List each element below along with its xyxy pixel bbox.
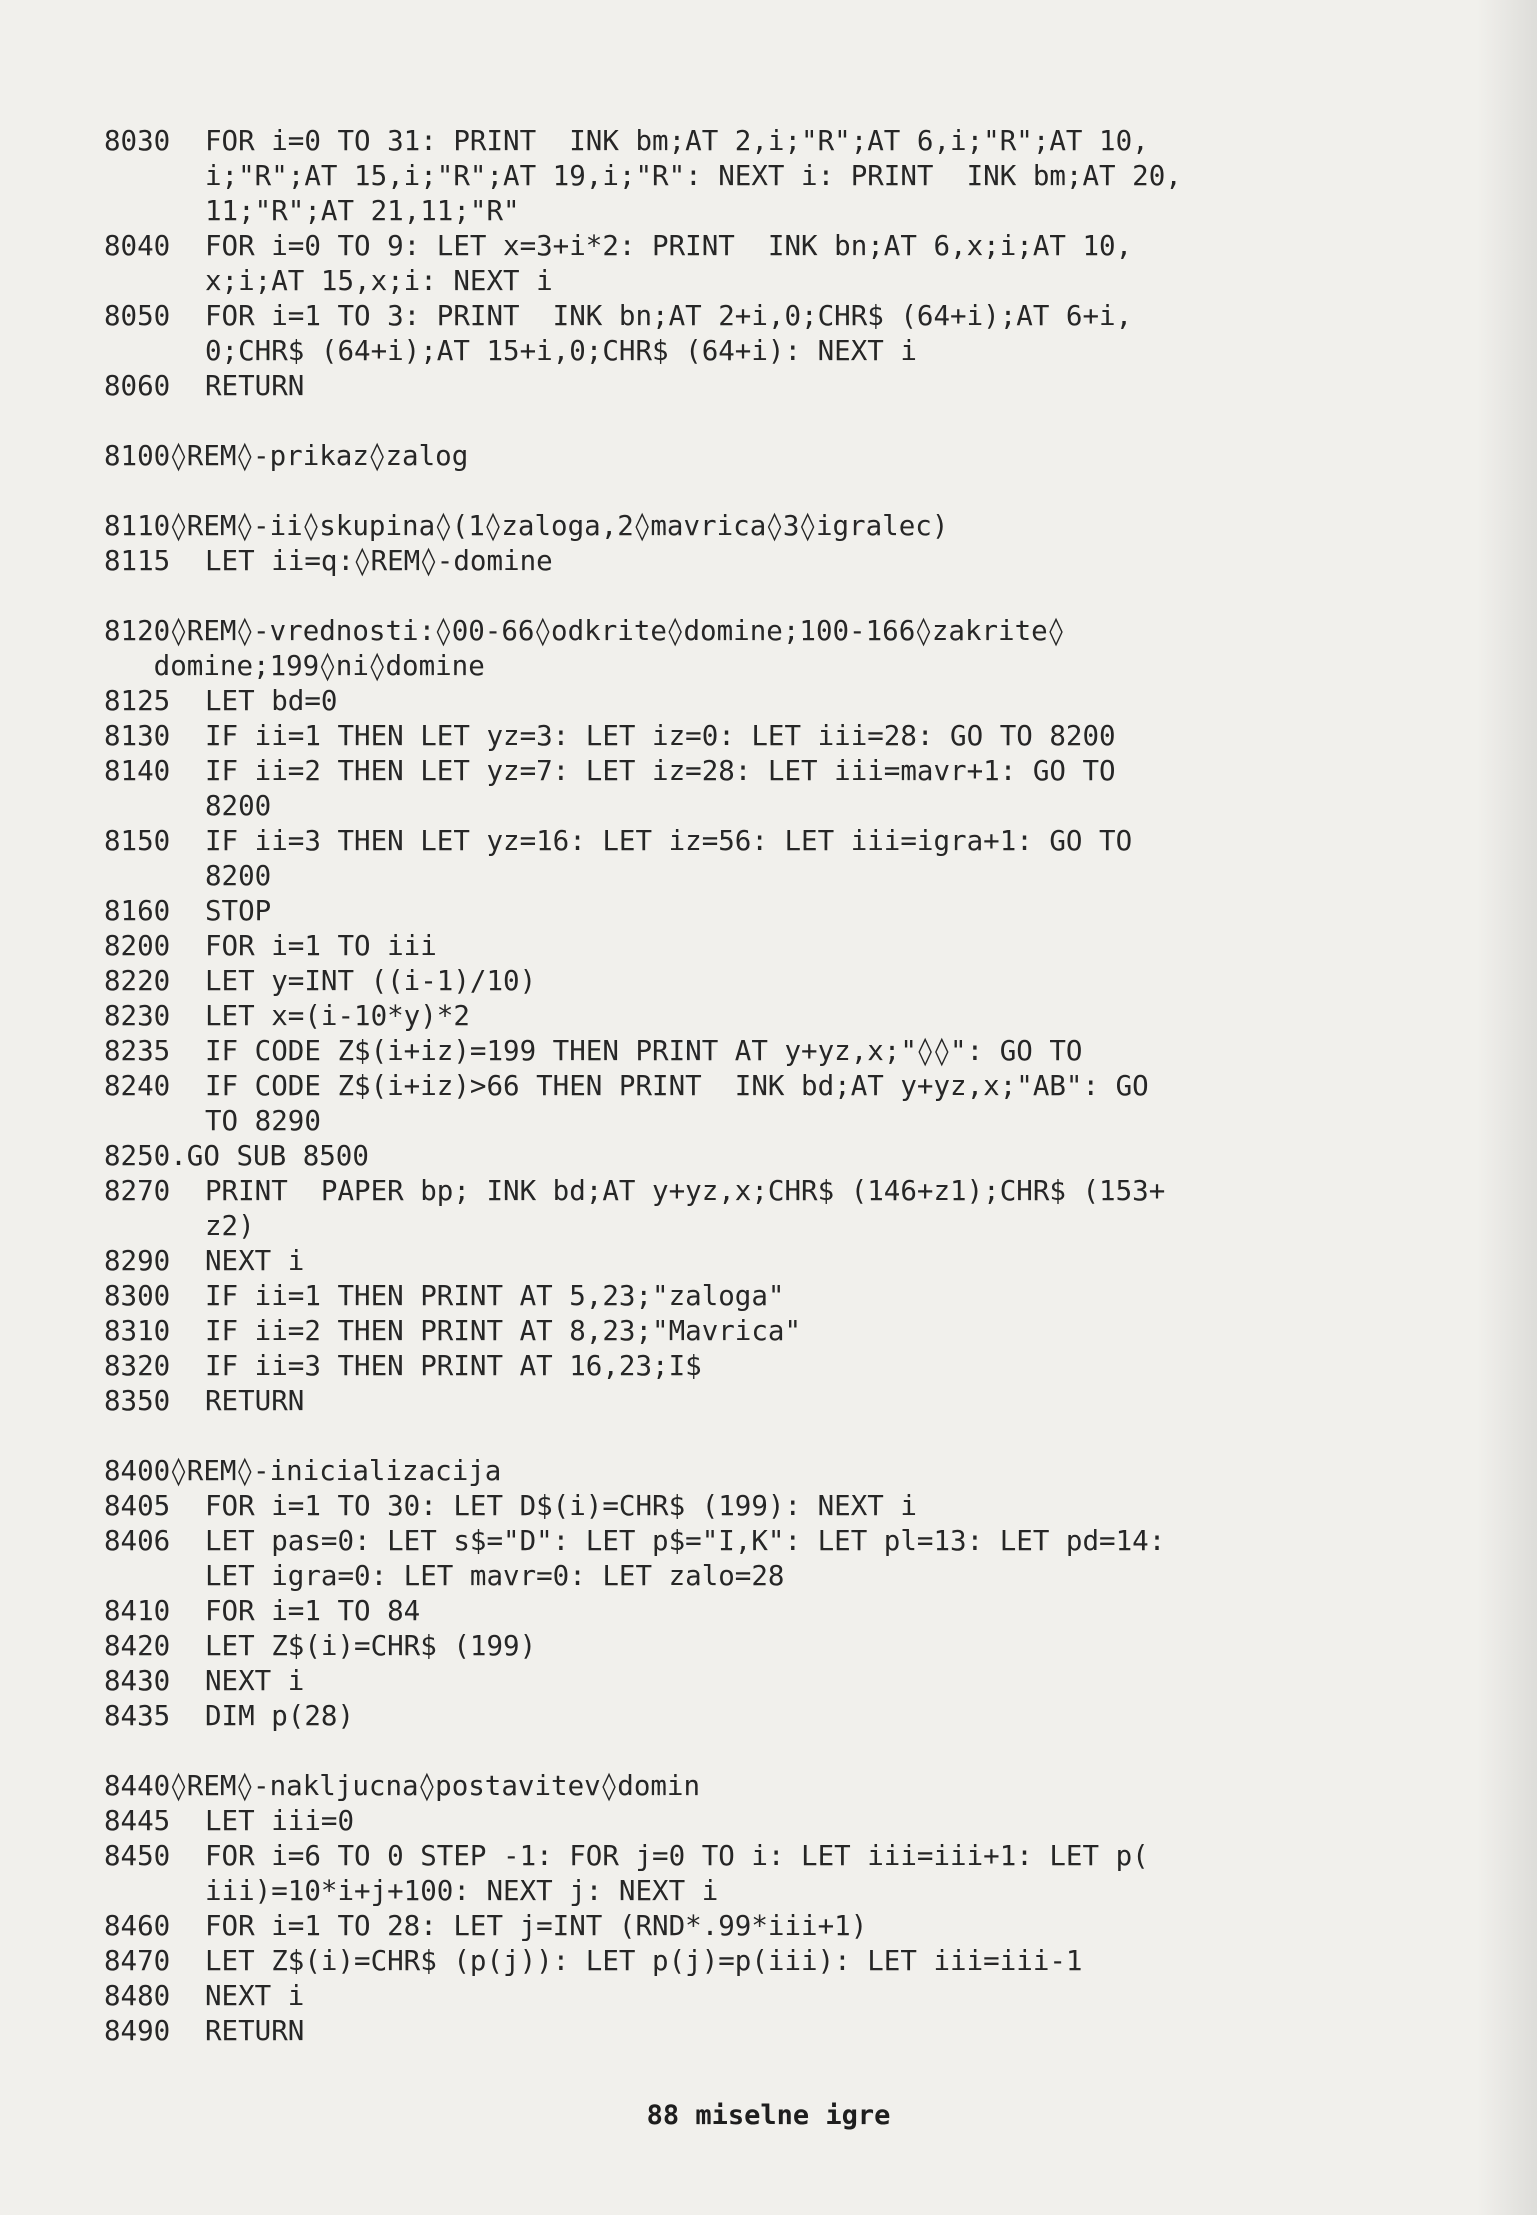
blank-line xyxy=(104,1734,1444,1769)
line-code: DIM p(28) xyxy=(205,1700,355,1732)
line-code: NEXT i xyxy=(205,1665,305,1697)
line-number: 8220 xyxy=(104,965,171,997)
line-number: 8445 xyxy=(104,1805,171,1837)
line-number: 8100 xyxy=(104,440,171,472)
line-number: 8470 xyxy=(104,1945,171,1977)
line-code: REM◊-inicializacija xyxy=(186,1455,502,1487)
line-code: RETURN xyxy=(205,370,305,402)
line-code: LET iii=0 xyxy=(205,1805,355,1837)
code-line xyxy=(104,1174,1444,1244)
line-code: FOR i=1 TO 30: LET D$(i)=CHR$ (199): NEXT i xyxy=(205,1490,917,1522)
code-line xyxy=(104,1944,1444,1979)
code-line xyxy=(104,964,1444,999)
code-line xyxy=(104,1314,1444,1349)
line-joined xyxy=(104,614,1444,684)
code-line xyxy=(104,1804,1444,1839)
blank-line xyxy=(104,579,1444,614)
line-code: LET y=INT ((i-1)/10) xyxy=(205,965,537,997)
blank-line xyxy=(104,404,1444,439)
code-line xyxy=(104,1594,1444,1629)
line-number: 8480 xyxy=(104,1980,171,2012)
program-listing xyxy=(104,124,1444,2049)
line-number: 8110 xyxy=(104,510,171,542)
line-code: IF ii=3 THEN LET yz=16: LET iz=56: LET iii=igra+1: GO TO 8200 xyxy=(205,825,1133,892)
line-code: RETURN xyxy=(205,1385,305,1417)
line-code: REM◊-prikaz◊zalog xyxy=(186,440,469,472)
line-code: IF ii=2 THEN LET yz=7: LET iz=28: LET iii=mavr+1: GO TO 8200 xyxy=(205,755,1116,822)
line-number: 8320 xyxy=(104,1350,171,1382)
code-line xyxy=(104,1839,1444,1909)
line-code: FOR i=0 TO 9: LET x=3+i*2: PRINT INK bn;AT 6,x;i;AT 10, x;i;AT 15,x;i: NEXT i xyxy=(205,230,1133,297)
line-code: FOR i=1 TO iii xyxy=(205,930,437,962)
code-line xyxy=(104,1489,1444,1524)
blank-line xyxy=(104,1419,1444,1454)
code-line xyxy=(104,544,1444,579)
page-footer: 88 miselne igre xyxy=(646,2100,891,2131)
code-line xyxy=(104,1629,1444,1664)
code-line xyxy=(104,2014,1444,2049)
code-line xyxy=(104,1979,1444,2014)
line-joined xyxy=(104,509,1444,544)
line-code: IF CODE Z$(i+iz)>66 THEN PRINT INK bd;AT y+yz,x;"AB": GO TO 8290 xyxy=(205,1070,1149,1137)
code-line xyxy=(104,1069,1444,1139)
line-code: IF CODE Z$(i+iz)=199 THEN PRINT AT y+yz,x;"◊◊": GO TO xyxy=(205,1035,1083,1067)
line-number: 8040 xyxy=(104,230,171,262)
line-number: 8060 xyxy=(104,370,171,402)
code-line xyxy=(104,1699,1444,1734)
line-number: 8125 xyxy=(104,685,171,717)
line-code: LET Z$(i)=CHR$ (199) xyxy=(205,1630,537,1662)
line-number: 8240 xyxy=(104,1070,171,1102)
code-line xyxy=(104,1454,1444,1489)
line-separator: ◊ xyxy=(170,510,187,542)
line-code: REM◊-nakljucna◊postavitev◊domin xyxy=(186,1770,701,1802)
code-line xyxy=(104,369,1444,404)
code-line xyxy=(104,1034,1444,1069)
line-number: 8406 xyxy=(104,1525,171,1557)
code-line xyxy=(104,894,1444,929)
line-joined xyxy=(104,1769,1444,1804)
code-line xyxy=(104,1909,1444,1944)
line-separator: ◊ xyxy=(170,440,187,472)
line-number: 8450 xyxy=(104,1840,171,1872)
line-separator: . xyxy=(170,1140,187,1172)
line-code: PRINT PAPER bp; INK bd;AT y+yz,x;CHR$ (146+z1);CHR$ (153+ z2) xyxy=(205,1175,1166,1242)
line-number: 8120 xyxy=(104,615,171,647)
line-number: 8150 xyxy=(104,825,171,857)
line-code: IF ii=1 THEN LET yz=3: LET iz=0: LET iii=28: GO TO 8200 xyxy=(205,720,1116,752)
code-line xyxy=(104,1279,1444,1314)
blank-line xyxy=(104,474,1444,509)
line-number: 8290 xyxy=(104,1245,171,1277)
code-line xyxy=(104,929,1444,964)
line-separator: ◊ xyxy=(170,615,187,647)
line-code: REM◊-ii◊skupina◊(1◊zaloga,2◊mavrica◊3◊igralec) xyxy=(186,510,949,542)
code-line xyxy=(104,684,1444,719)
line-code: IF ii=3 THEN PRINT AT 16,23;I$ xyxy=(205,1350,702,1382)
line-number: 8200 xyxy=(104,930,171,962)
line-code: IF ii=1 THEN PRINT AT 5,23;"zaloga" xyxy=(205,1280,785,1312)
line-code: FOR i=0 TO 31: PRINT INK bm;AT 2,i;"R";AT 6,i;"R";AT 10, i;"R";AT 15,i;"R";AT 19,i;"R": NEXT i: PRINT INK bm;AT 20, 11;"R";AT 21,11;"R" xyxy=(205,125,1182,227)
line-number: 8350 xyxy=(104,1385,171,1417)
line-number: 8310 xyxy=(104,1315,171,1347)
line-code: LET bd=0 xyxy=(205,685,338,717)
line-code: LET Z$(i)=CHR$ (p(j)): LET p(j)=p(iii): LET iii=iii-1 xyxy=(205,1945,1083,1977)
line-separator: ◊ xyxy=(170,1770,187,1802)
line-joined xyxy=(104,1454,1444,1489)
line-number: 8435 xyxy=(104,1700,171,1732)
line-code: STOP xyxy=(205,895,272,927)
line-code: LET ii=q:◊REM◊-domine xyxy=(205,545,553,577)
code-line xyxy=(104,439,1444,474)
line-code: REM◊-vrednosti:◊00-66◊odkrite◊domine;100-166◊zakrite◊ domine;199◊ni◊domine xyxy=(153,615,1065,682)
line-number: 8050 xyxy=(104,300,171,332)
line-number: 8235 xyxy=(104,1035,171,1067)
code-line xyxy=(104,1769,1444,1804)
line-code: GO SUB 8500 xyxy=(186,1140,369,1172)
code-line xyxy=(104,1384,1444,1419)
line-number: 8300 xyxy=(104,1280,171,1312)
code-line xyxy=(104,614,1444,684)
line-number: 8430 xyxy=(104,1665,171,1697)
line-number: 8250 xyxy=(104,1140,171,1172)
line-code: FOR i=1 TO 28: LET j=INT (RND*.99*iii+1) xyxy=(205,1910,868,1942)
code-line xyxy=(104,509,1444,544)
line-number: 8130 xyxy=(104,720,171,752)
page-edge-shadow xyxy=(1477,0,1537,2215)
line-code: NEXT i xyxy=(205,1980,305,2012)
code-line xyxy=(104,1524,1444,1594)
line-code: IF ii=2 THEN PRINT AT 8,23;"Mavrica" xyxy=(205,1315,802,1347)
code-line xyxy=(104,1139,1444,1174)
line-number: 8115 xyxy=(104,545,171,577)
line-code: LET x=(i-10*y)*2 xyxy=(205,1000,470,1032)
line-number: 8270 xyxy=(104,1175,171,1207)
line-code: FOR i=1 TO 84 xyxy=(205,1595,421,1627)
code-line xyxy=(104,229,1444,299)
line-number: 8490 xyxy=(104,2015,171,2047)
line-joined xyxy=(104,1139,1444,1174)
line-number: 8420 xyxy=(104,1630,171,1662)
line-number: 8400 xyxy=(104,1455,171,1487)
line-code: RETURN xyxy=(205,2015,305,2047)
line-number: 8230 xyxy=(104,1000,171,1032)
line-code: FOR i=1 TO 3: PRINT INK bn;AT 2+i,0;CHR$ (64+i);AT 6+i, 0;CHR$ (64+i);AT 15+i,0;CHR$ (64+i): NEXT i xyxy=(205,300,1133,367)
line-code: FOR i=6 TO 0 STEP -1: FOR j=0 TO i: LET iii=iii+1: LET p( iii)=10*i+j+100: NEXT j: NEXT i xyxy=(205,1840,1149,1907)
line-code: NEXT i xyxy=(205,1245,305,1277)
code-line xyxy=(104,999,1444,1034)
line-number: 8160 xyxy=(104,895,171,927)
line-number: 8030 xyxy=(104,125,171,157)
code-line xyxy=(104,1244,1444,1279)
line-separator: ◊ xyxy=(170,1455,187,1487)
line-number: 8410 xyxy=(104,1595,171,1627)
line-code: LET pas=0: LET s$="D": LET p$="I,K": LET pl=13: LET pd=14: LET igra=0: LET mavr=0: LET zalo=28 xyxy=(205,1525,1166,1592)
code-line xyxy=(104,1349,1444,1384)
line-joined xyxy=(104,439,1444,474)
code-line xyxy=(104,124,1444,229)
line-number: 8140 xyxy=(104,755,171,787)
code-line xyxy=(104,824,1444,894)
line-number: 8405 xyxy=(104,1490,171,1522)
code-line xyxy=(104,754,1444,824)
code-line xyxy=(104,299,1444,369)
line-number: 8440 xyxy=(104,1770,171,1802)
line-number: 8460 xyxy=(104,1910,171,1942)
code-line xyxy=(104,1664,1444,1699)
code-line xyxy=(104,719,1444,754)
